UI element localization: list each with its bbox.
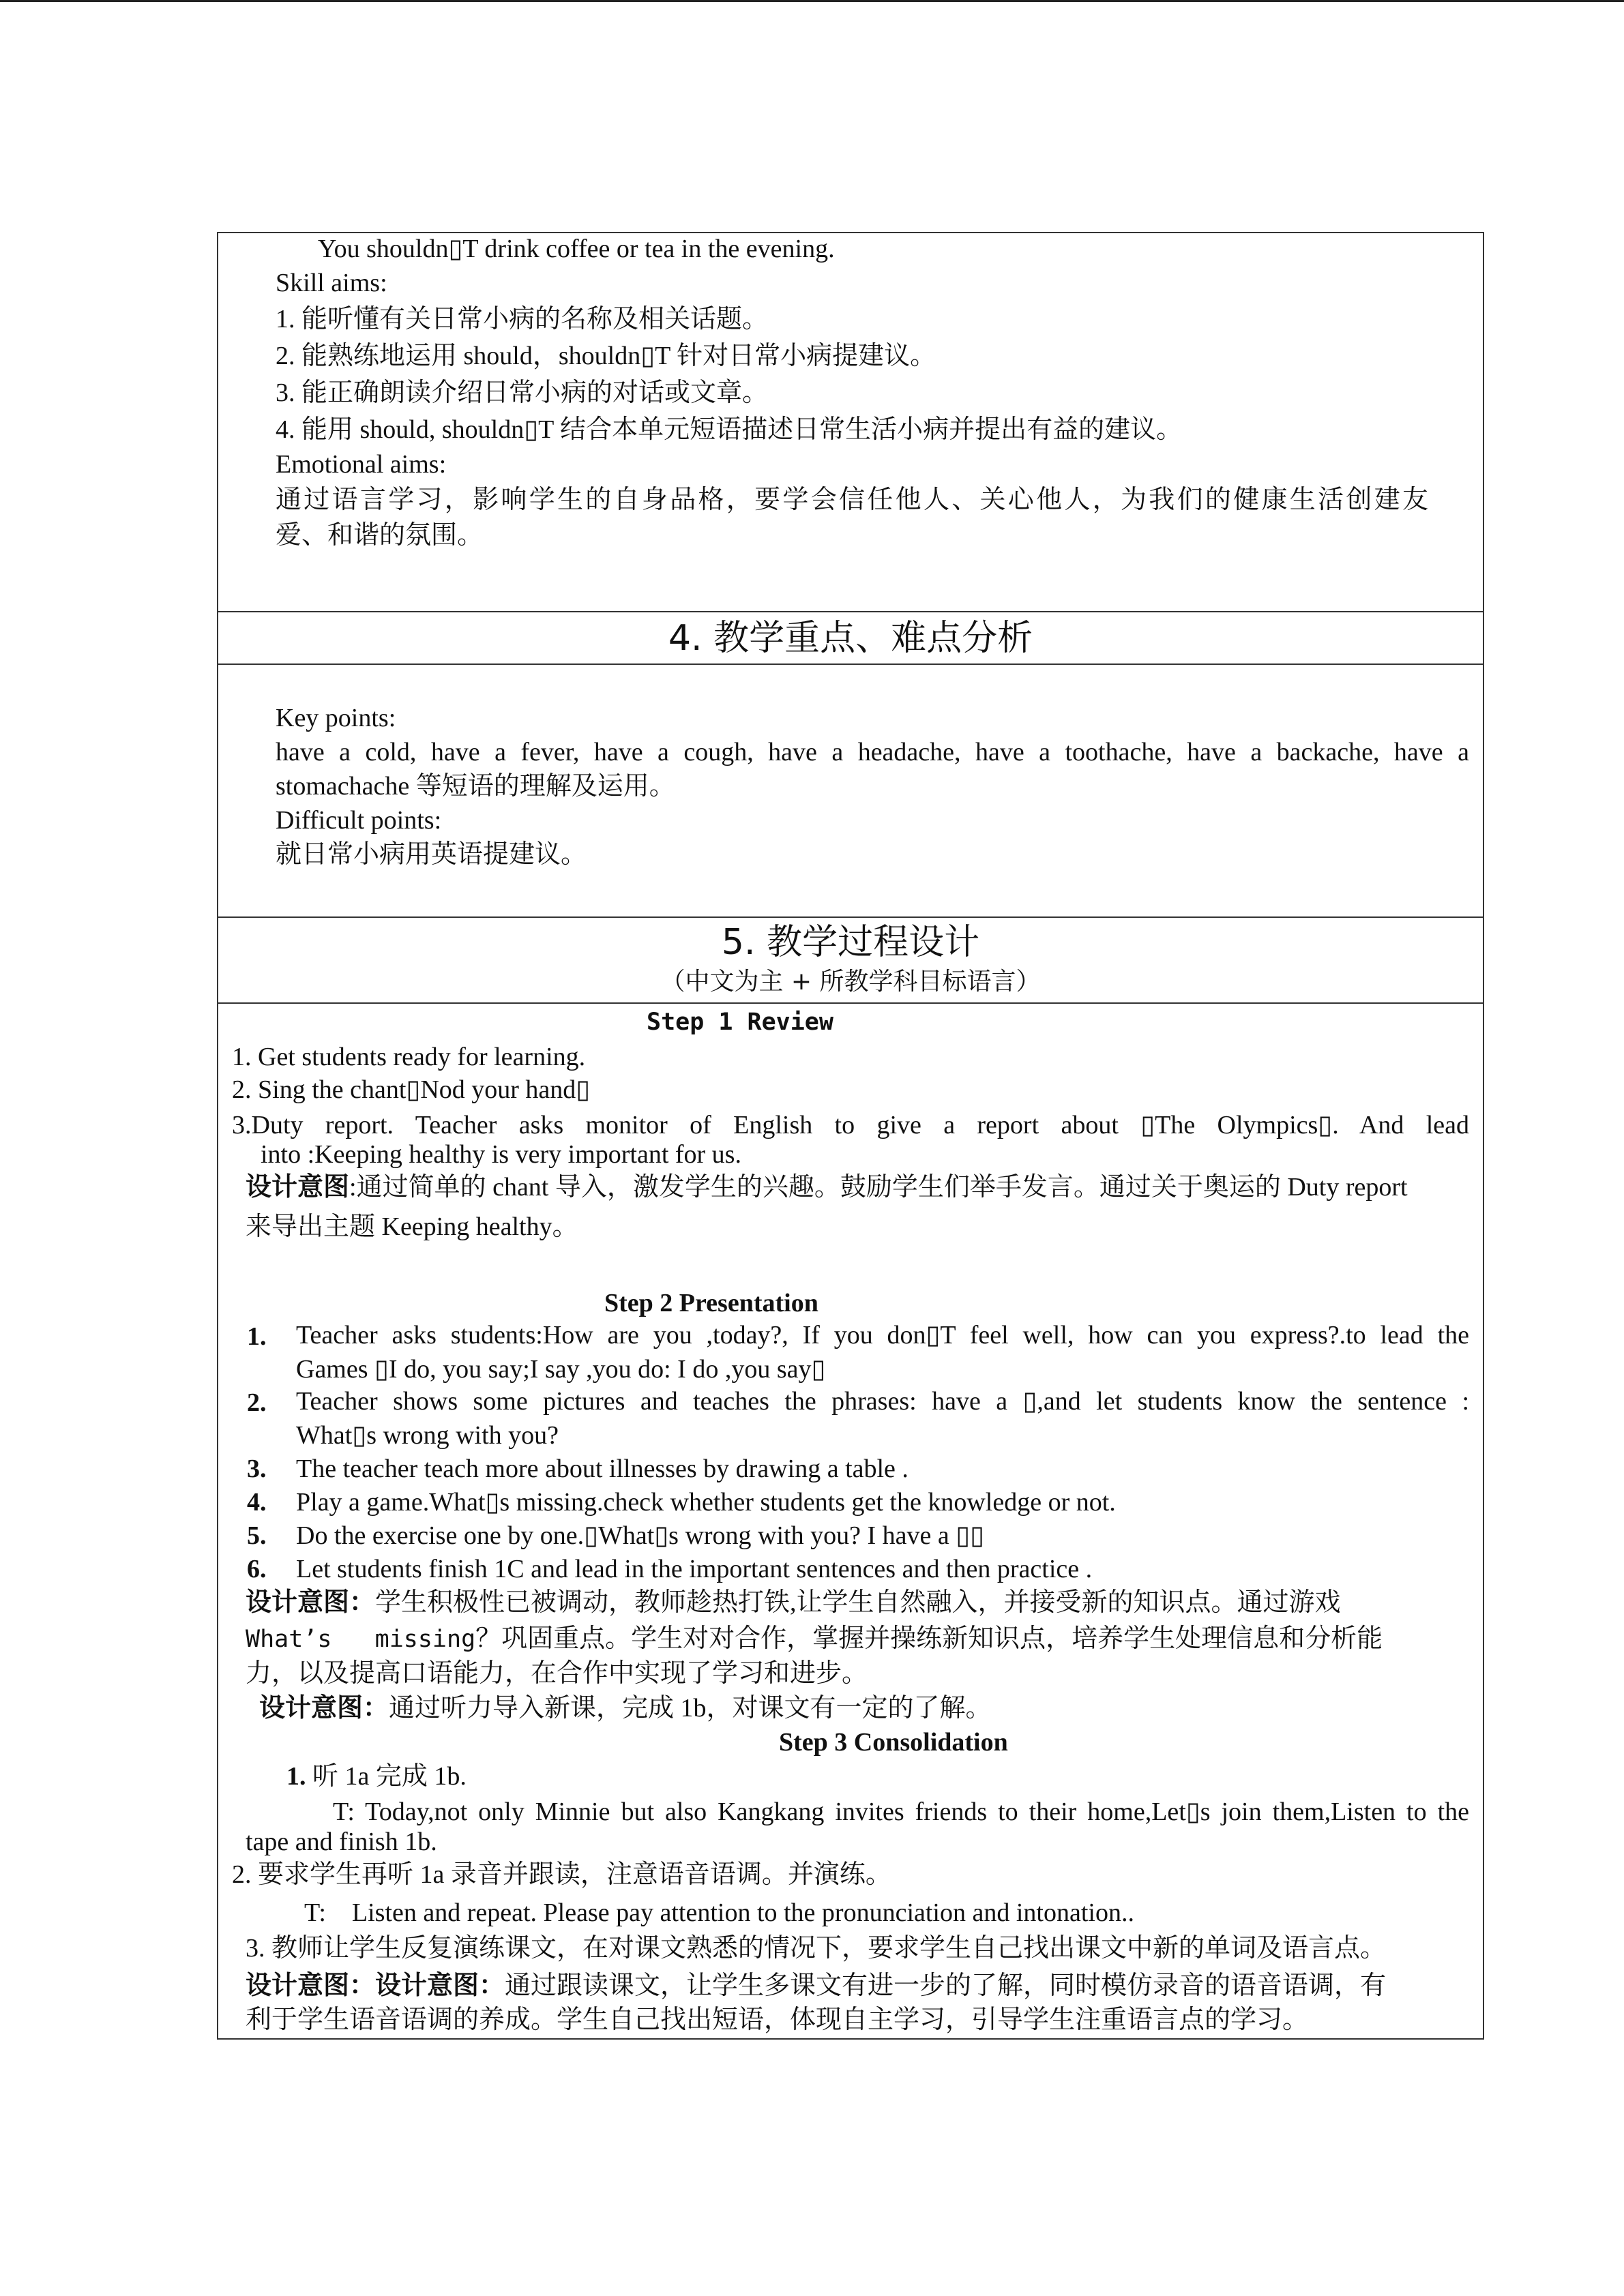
step-1-intent-line-1 [246,1172,1408,1203]
step-2-heading: Step 2 Presentation [604,1289,818,1317]
step-2-intent-line-3: 力，以及提高口语能力，在合作中实现了学习和进步。 [246,1659,868,1688]
divider [218,611,1483,612]
step-1-item-3-line-2: into :Keeping healthy is very important for us. [261,1140,741,1169]
skill-aim-1: 1. 能听懂有关日常小病的名称及相关话题。 [276,305,769,333]
step-2-item-1-line-1: Teacher asks students:How are you ,today?, If you don▯T feel well, how can you express?.to lead the [296,1321,1469,1350]
item-number: 1. [286,1762,306,1791]
intent-text: 学生积极性已被调动，教师趁热打铁,让学生自然融入，并接受新的知识点。通过游戏 [375,1588,1341,1617]
intent-text: 通过听力导入新课，完成 1b，对课文有一定的了解。 [389,1694,992,1723]
item-text: 听 1a 完成 1b. [306,1762,467,1791]
step-2-intent-line-1 [246,1587,1341,1618]
intent-label: 设计意图： [259,1694,389,1723]
game-name: What’s missing [246,1626,476,1653]
step-3-item-2: 2. 要求学生再听 1a 录音并跟读，注意语音语调。并演练。 [232,1860,891,1889]
objective-sentence: You shouldn▯T drink coffee or tea in the evening. [318,235,835,263]
emotional-aims-line-1: 通过语言学习，影响学生的自身品格，要学会信任他人、关心他人，为我们的健康生活创建友 [276,486,1428,514]
step-2-item-2-number: 2. [247,1388,267,1417]
skill-aims-heading: Skill aims: [276,269,387,297]
step-1-item-2: 2. Sing the chant▯Nod your hand▯ [232,1075,591,1104]
step-1-item-1: 1. Get students ready for learning. [232,1043,586,1071]
step-2-item-5-line-1: Do the exercise one by one.▯What▯s wrong with you? I have a ▯▯ [296,1521,985,1550]
skill-aim-4: 4. 能用 should, shouldn▯T 结合本单元短语描述日常生活小病并提出有益的建议。 [276,415,1183,444]
key-points-line-2: stomachache 等短语的理解及运用。 [276,772,675,801]
step-3-intent-line-1 [246,1970,1386,2001]
step-3-intent-line-2: 利于学生语音语调的养成。学生自己找出短语，体现自主学习，引导学生注重语言点的学习。 [246,2006,1309,2034]
difficult-points-heading: Difficult points: [276,806,442,835]
step-1-intent-line-2: 来导出主题 Keeping healthy。 [246,1212,578,1241]
step-2-intent2 [259,1693,992,1724]
divider [218,916,1483,918]
step-2-item-4-number: 4. [247,1488,267,1517]
step-3-item-3: 3. 教师让学生反复演练课文，在对课文熟悉的情况下，要求学生自己找出课文中新的单词及语言点。 [246,1934,1387,1963]
key-points-heading: Key points: [276,704,396,732]
step-2-item-6-line-1: Let students finish 1C and lead in the important sentences and then practice . [296,1555,1093,1583]
intent-text: :通过简单的 chant 导入，激发学生的兴趣。鼓励学生们举手发言。通过关于奥运的 Duty report [349,1173,1408,1202]
step-2-item-3-number: 3. [247,1455,267,1483]
step-2-item-6-number: 6. [247,1555,267,1583]
step-3-teacher-line-3: T: Listen and repeat. Please pay attention to the pronunciation and intonation.. [304,1898,1134,1927]
section-5-title: 5. 教学过程设计 [721,922,980,963]
divider [218,1002,1483,1004]
section-4-title: 4. 教学重点、难点分析 [668,618,1033,659]
intent-text: 通过跟读课文，让学生多课文有进一步的了解，同时模仿录音的语音语调，有 [505,1971,1387,2000]
emotional-aims-line-2: 爱、和谐的氛围。 [276,521,484,550]
step-2-item-1-number: 1. [247,1322,267,1351]
step-3-teacher-line-1: T: Today,not only Minnie but also Kangkang invites friends to their home,Let▯s join them,Listen to the [333,1798,1469,1826]
step-1-heading: Step 1 Review [647,1009,833,1036]
step-2-intent-line-2 [246,1623,1383,1655]
step-2-item-2-line-2: What▯s wrong with you? [296,1421,559,1450]
step-2-item-1-line-2: Games ▯I do, you say;I say ,you do: I do ,you say▯ [296,1355,826,1384]
divider [218,664,1483,665]
page-top-border [0,0,1624,2]
step-2-item-5-number: 5. [247,1521,267,1550]
lesson-plan-table [217,232,1484,2040]
skill-aim-3: 3. 能正确朗读介绍日常小病的对话或文章。 [276,378,769,407]
step-3-heading: Step 3 Consolidation [779,1728,1008,1757]
intent-label: 设计意图 [246,1173,350,1202]
step-3-item-1 [286,1761,467,1792]
step-2-item-2-line-1: Teacher shows some pictures and teaches the phrases: have a ▯,and let students know the sentence : [296,1387,1469,1416]
key-points-line-1: have a cold, have a fever, have a cough, have a headache, have a toothache, have a backache, have a [276,738,1469,766]
skill-aim-2: 2. 能熟练地运用 should，shouldn▯T 针对日常小病提建议。 [276,342,936,370]
section-5-subtitle: （中文为主 + 所教学科目标语言） [660,968,1041,996]
step-3-teacher-line-2: tape and finish 1b. [246,1828,437,1856]
intent-label: 设计意图： [246,1588,376,1617]
intent-label: 设计意图：设计意图： [246,1971,505,2000]
step-2-item-3-line-1: The teacher teach more about illnesses by drawing a table . [296,1455,909,1483]
intent-text: ？巩固重点。学生对对合作，掌握并操练新知识点，培养学生处理信息和分析能 [475,1624,1383,1653]
emotional-aims-heading: Emotional aims: [276,450,447,479]
difficult-points-text: 就日常小病用英语提建议。 [276,840,587,869]
step-1-item-3-line-1: 3.Duty report. Teacher asks monitor of English to give a report about ▯The Olympics▯. And lead [232,1111,1469,1139]
step-2-item-4-line-1: Play a game.What▯s missing.check whether students get the knowledge or not. [296,1488,1116,1517]
